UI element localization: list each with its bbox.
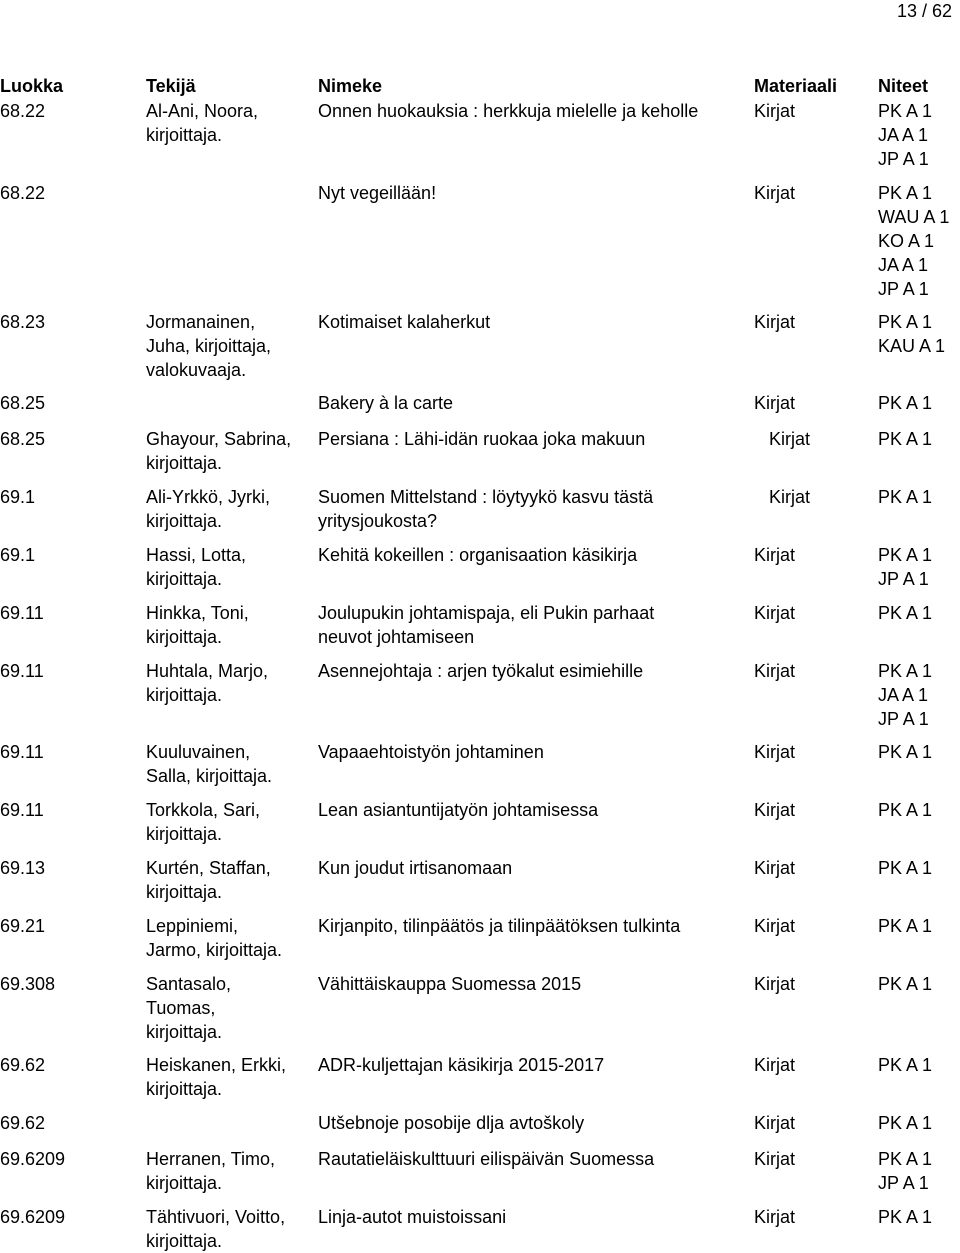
cell-materiaali: Kirjat bbox=[754, 916, 796, 936]
cell-materiaali: Kirjat bbox=[754, 661, 796, 681]
cell-tekija: Hassi, Lotta, kirjoittaja. bbox=[146, 545, 247, 589]
cell-luokka: 69.62 bbox=[0, 1055, 46, 1075]
cell-luokka: 68.22 bbox=[0, 183, 46, 203]
cell-niteet: PK A 1 bbox=[878, 916, 933, 936]
cell-tekija: Hinkka, Toni, kirjoittaja. bbox=[146, 603, 249, 647]
cell-luokka: 69.1 bbox=[0, 487, 36, 507]
cell-tekija: Santasalo, Tuomas, kirjoittaja. bbox=[146, 974, 232, 1042]
cell-nimeke: Lean asiantuntijatyön johtamisessa bbox=[318, 800, 599, 820]
cell-tekija: Leppiniemi, Jarmo, kirjoittaja. bbox=[146, 916, 283, 960]
cell-nimeke: Nyt vegeillään! bbox=[318, 183, 437, 203]
cell-luokka: 69.11 bbox=[0, 800, 44, 820]
cell-nimeke: Joulupukin johtamispaja, eli Pukin parhaat neuvot johtamiseen bbox=[318, 603, 655, 647]
cell-niteet: PK A 1 JP A 1 bbox=[878, 545, 933, 589]
cell-niteet: PK A 1 bbox=[878, 603, 933, 623]
cell-niteet: PK A 1 WAU A 1 KO A 1 JA A 1 JP A 1 bbox=[878, 183, 950, 299]
cell-nimeke: Persiana : Lähi-idän ruokaa joka makuun bbox=[318, 429, 646, 449]
cell-materiaali: Kirjat bbox=[754, 393, 796, 413]
cell-materiaali: Kirjat bbox=[769, 487, 811, 507]
cell-luokka: 69.11 bbox=[0, 742, 44, 762]
cell-niteet: PK A 1 bbox=[878, 858, 933, 878]
cell-luokka: 69.13 bbox=[0, 858, 46, 878]
cell-niteet: PK A 1 bbox=[878, 487, 933, 507]
cell-niteet: PK A 1 bbox=[878, 1055, 933, 1075]
cell-materiaali: Kirjat bbox=[754, 545, 796, 565]
cell-niteet: PK A 1 KAU A 1 bbox=[878, 312, 946, 356]
cell-luokka: 69.6209 bbox=[0, 1207, 66, 1227]
cell-nimeke: Kirjanpito, tilinpäätös ja tilinpäätöksen tulkinta bbox=[318, 916, 681, 936]
cell-luokka: 68.25 bbox=[0, 393, 46, 413]
cell-tekija: Kuuluvainen, Salla, kirjoittaja. bbox=[146, 742, 273, 786]
cell-niteet: PK A 1 bbox=[878, 800, 933, 820]
cell-luokka: 69.308 bbox=[0, 974, 56, 994]
header-luokka: Luokka bbox=[0, 76, 64, 96]
cell-luokka: 68.22 bbox=[0, 101, 46, 121]
cell-materiaali: Kirjat bbox=[754, 1207, 796, 1227]
cell-tekija: Tähtivuori, Voitto, kirjoittaja. bbox=[146, 1207, 286, 1251]
cell-niteet: PK A 1 bbox=[878, 1113, 933, 1133]
cell-luokka: 68.25 bbox=[0, 429, 46, 449]
cell-materiaali: Kirjat bbox=[754, 1113, 796, 1133]
cell-nimeke: Rautatieläiskulttuuri eilispäivän Suomessa bbox=[318, 1149, 655, 1169]
cell-tekija: Ghayour, Sabrina, kirjoittaja. bbox=[146, 429, 292, 473]
cell-luokka: 68.23 bbox=[0, 312, 46, 332]
cell-niteet: PK A 1 JP A 1 bbox=[878, 1149, 933, 1193]
cell-nimeke: Suomen Mittelstand : löytyykö kasvu tästä yritysjoukosta? bbox=[318, 487, 654, 531]
cell-luokka: 69.21 bbox=[0, 916, 46, 936]
cell-tekija: Jormanainen, Juha, kirjoittaja, valokuvaaja. bbox=[146, 312, 272, 380]
cell-luokka: 69.6209 bbox=[0, 1149, 66, 1169]
cell-nimeke: Kehitä kokeillen : organisaation käsikirja bbox=[318, 545, 638, 565]
cell-nimeke: Onnen huokauksia : herkkuja mielelle ja keholle bbox=[318, 101, 699, 121]
cell-materiaali: Kirjat bbox=[754, 800, 796, 820]
cell-materiaali: Kirjat bbox=[754, 1149, 796, 1169]
cell-nimeke: Bakery à la carte bbox=[318, 393, 454, 413]
cell-niteet: PK A 1 JA A 1 JP A 1 bbox=[878, 661, 933, 729]
cell-materiaali: Kirjat bbox=[754, 101, 796, 121]
cell-materiaali: Kirjat bbox=[754, 858, 796, 878]
cell-luokka: 69.11 bbox=[0, 603, 44, 623]
cell-niteet: PK A 1 bbox=[878, 1207, 933, 1227]
cell-niteet: PK A 1 bbox=[878, 429, 933, 449]
cell-materiaali: Kirjat bbox=[754, 183, 796, 203]
cell-nimeke: Vähittäiskauppa Suomessa 2015 bbox=[318, 974, 582, 994]
cell-nimeke: Linja-autot muistoissani bbox=[318, 1207, 507, 1227]
cell-nimeke: ADR-kuljettajan käsikirja 2015-2017 bbox=[318, 1055, 605, 1075]
header-niteet: Niteet bbox=[878, 76, 929, 96]
cell-nimeke: Vapaaehtoistyön johtaminen bbox=[318, 742, 544, 762]
cell-nimeke: Kotimaiset kalaherkut bbox=[318, 312, 491, 332]
cell-materiaali: Kirjat bbox=[754, 974, 796, 994]
cell-luokka: 69.62 bbox=[0, 1113, 46, 1133]
cell-materiaali: Kirjat bbox=[754, 603, 796, 623]
cell-tekija: Huhtala, Marjo, kirjoittaja. bbox=[146, 661, 269, 705]
cell-materiaali: Kirjat bbox=[754, 312, 796, 332]
cell-materiaali: Kirjat bbox=[769, 429, 811, 449]
cell-niteet: PK A 1 bbox=[878, 393, 933, 413]
cell-luokka: 69.11 bbox=[0, 661, 44, 681]
cell-nimeke: Asennejohtaja : arjen työkalut esimiehille bbox=[318, 661, 644, 681]
cell-niteet: PK A 1 JA A 1 JP A 1 bbox=[878, 101, 933, 169]
cell-nimeke: Utšebnoje posobije dlja avtoškoly bbox=[318, 1113, 585, 1133]
cell-luokka: 69.1 bbox=[0, 545, 36, 565]
header-materiaali: Materiaali bbox=[754, 76, 838, 96]
header-tekija: Tekijä bbox=[146, 76, 196, 96]
cell-nimeke: Kun joudut irtisanomaan bbox=[318, 858, 513, 878]
cell-tekija: Kurtén, Staffan, kirjoittaja. bbox=[146, 858, 271, 902]
cell-materiaali: Kirjat bbox=[754, 742, 796, 762]
cell-tekija: Heiskanen, Erkki, kirjoittaja. bbox=[146, 1055, 287, 1099]
cell-tekija: Al-Ani, Noora, kirjoittaja. bbox=[146, 101, 259, 145]
page-number: 13 / 62 bbox=[896, 1, 952, 21]
cell-tekija: Torkkola, Sari, kirjoittaja. bbox=[146, 800, 261, 844]
cell-niteet: PK A 1 bbox=[878, 974, 933, 994]
cell-niteet: PK A 1 bbox=[878, 742, 933, 762]
cell-tekija: Herranen, Timo, kirjoittaja. bbox=[146, 1149, 276, 1193]
cell-materiaali: Kirjat bbox=[754, 1055, 796, 1075]
header-nimeke: Nimeke bbox=[318, 76, 383, 96]
cell-tekija: Ali-Yrkkö, Jyrki, kirjoittaja. bbox=[146, 487, 271, 531]
